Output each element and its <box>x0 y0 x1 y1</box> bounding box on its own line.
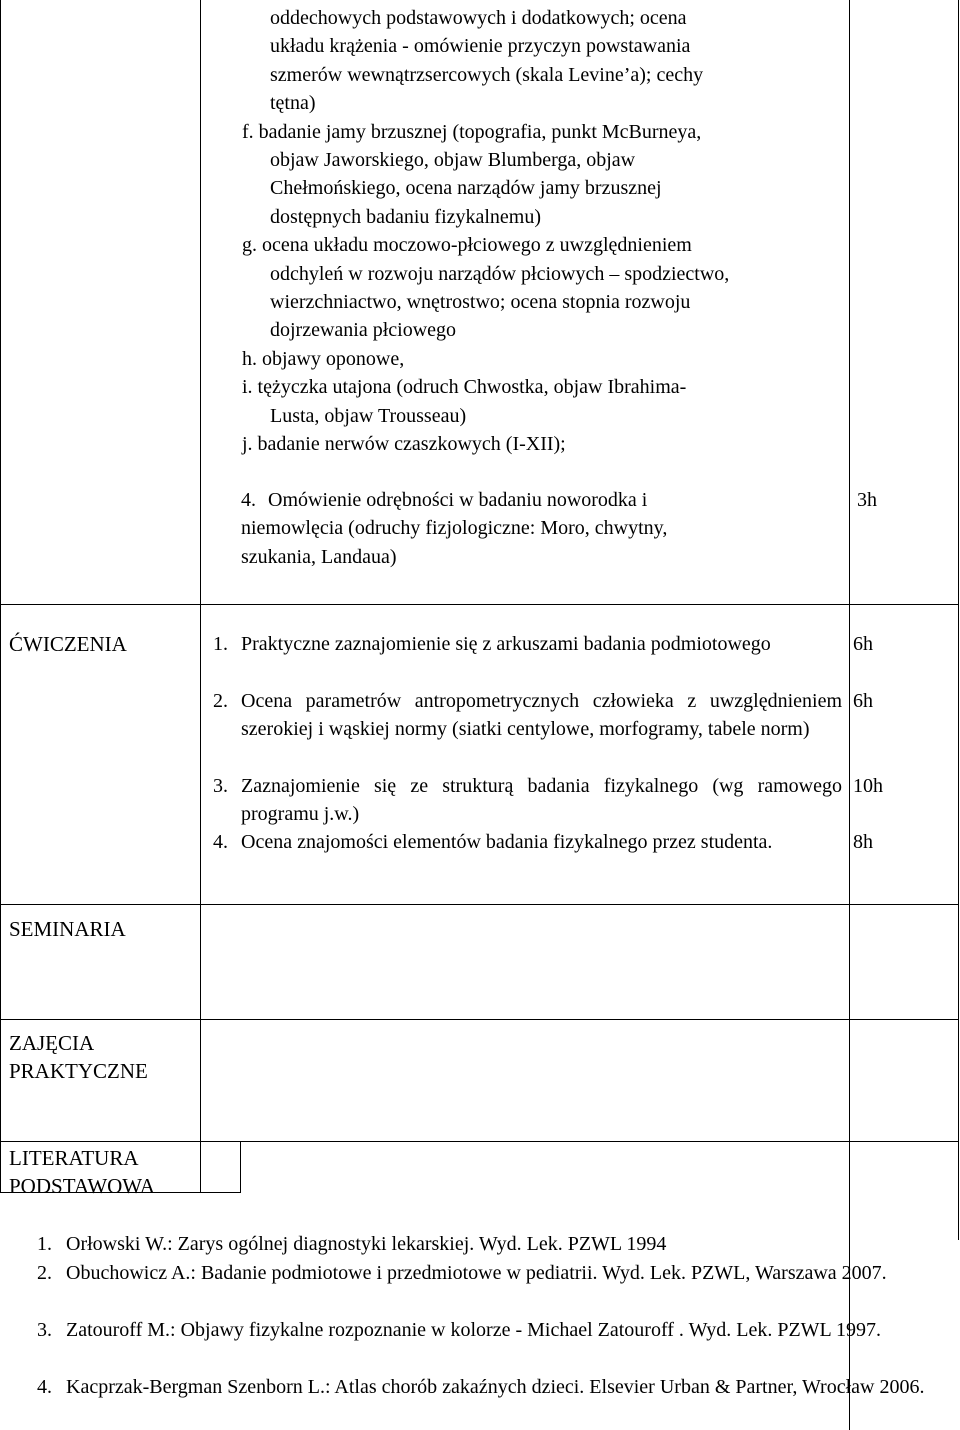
text-line: h. objawy oponowe, <box>242 347 405 370</box>
label-line: PRAKTYCZNE <box>9 1059 148 1084</box>
literatura-divider <box>240 1141 241 1192</box>
item4-hours: 3h <box>857 489 877 511</box>
text-line: dojrzewania płciowego <box>270 319 457 342</box>
item-text: Ocena parametrów antropometrycznych człowieka z uwzględnieniem szerokiej i wąskiej normy (siatki centylowe, morfogramy, tabele norm) <box>241 690 842 741</box>
label-line: PODSTAWOWA <box>9 1174 155 1199</box>
row-divider-1 <box>0 604 959 605</box>
column-divider-hours <box>849 0 850 1430</box>
literatura-podstawowa-label <box>9 1144 155 1201</box>
reference-1 <box>37 1230 937 1258</box>
text-line: szmerów wewnątrzsercowych (skala Levine’a); cechy <box>270 63 704 86</box>
text-line: dostępnych badaniu fizykalnemu) <box>270 205 542 228</box>
reference-2 <box>37 1259 937 1287</box>
item-text: Ocena znajomości elementów badania fizykalnego przez studenta. <box>241 831 773 853</box>
item-number: 4. <box>213 831 228 853</box>
text-line: szukania, Landaua) <box>241 545 397 568</box>
section1-items <box>242 118 842 459</box>
label-line: LITERATURA <box>9 1146 139 1170</box>
text-line: Chełmońskiego, ocena narządów jamy brzusznej <box>270 177 662 200</box>
cwiczenia-label: ĆWICZENIA <box>9 632 127 656</box>
item-text: Zaznajomienie się ze strukturą badania fizykalnego (wg ramowego programu j.w.) <box>241 775 842 826</box>
item4-number: 4. <box>241 489 256 511</box>
reference-4 <box>37 1373 937 1401</box>
cwiczenia-hours-4: 8h <box>853 831 873 853</box>
row-divider-3 <box>0 1019 959 1020</box>
text-line: Omówienie odrębności w badaniu noworodka i <box>268 489 648 511</box>
reference-text: Zatouroff M.: Objawy fizykalne rozpoznanie w kolorze - Michael Zatouroff . Wyd. Lek. PZWL 1997. <box>66 1319 882 1341</box>
cwiczenia-item-2 <box>213 687 842 744</box>
text-line: odchyleń w rozwoju narządów płciowych – spodziectwo, <box>270 262 730 285</box>
item4 <box>241 486 841 571</box>
reference-text: Kacprzak-Bergman Szenborn L.: Atlas chorób zakaźnych dzieci. Elsevier Urban & Partner, Wrocław 2006. <box>66 1376 925 1398</box>
text-line: i. tężyczka utajona (odruch Chwostka, objaw Ibrahima- <box>242 376 687 399</box>
cwiczenia-hours-1: 6h <box>853 633 873 655</box>
text-line: objaw Jaworskiego, objaw Blumberga, objaw <box>270 149 636 171</box>
zajecia-praktyczne-label <box>9 1029 148 1086</box>
reference-text: Obuchowicz A.: Badanie podmiotowe i przedmiotowe w pediatrii. Wyd. Lek. PZWL, Warszawa 2007. <box>66 1262 887 1284</box>
section1-continuation <box>270 4 842 118</box>
reference-text: Orłowski W.: Zarys ogólnej diagnostyki lekarskiej. Wyd. Lek. PZWL 1994 <box>66 1233 667 1255</box>
cwiczenia-hours-2: 6h <box>853 690 873 712</box>
item-number: 1. <box>213 633 228 655</box>
reference-number: 2. <box>37 1262 52 1284</box>
column-divider-label <box>200 0 201 1192</box>
text-line: wierzchniactwo, wnętrostwo; ocena stopnia rozwoju <box>270 291 691 314</box>
table-border-right <box>958 0 959 1240</box>
item-number: 3. <box>213 775 228 797</box>
cwiczenia-hours-3: 10h <box>853 775 883 797</box>
text-line: g. ocena układu moczowo-płciowego z uwzględnieniem <box>242 234 692 257</box>
text-line: niemowlęcia (odruchy fizjologiczne: Moro, chwytny, <box>241 517 668 540</box>
text-line: oddechowych podstawowych i dodatkowych; ocena <box>270 7 687 29</box>
reference-number: 4. <box>37 1376 52 1398</box>
cwiczenia-item-4 <box>213 828 842 856</box>
cwiczenia-item-1 <box>213 630 842 658</box>
reference-number: 3. <box>37 1319 52 1341</box>
row-divider-4 <box>0 1141 959 1142</box>
reference-number: 1. <box>37 1233 52 1255</box>
label-line: ZAJĘCIA <box>9 1031 95 1055</box>
text-line: f. badanie jamy brzusznej (topografia, punkt McBurneya, <box>242 120 702 143</box>
cwiczenia-item-3 <box>213 772 842 829</box>
item-text: Praktyczne zaznajomienie się z arkuszami badania podmiotowego <box>241 633 771 655</box>
text-line: układu krążenia - omówienie przyczyn powstawania <box>270 35 691 58</box>
text-line: Lusta, objaw Trousseau) <box>270 404 467 427</box>
reference-3 <box>37 1316 937 1344</box>
seminaria-label: SEMINARIA <box>9 917 126 941</box>
item-number: 2. <box>213 690 228 712</box>
text-line: j. badanie nerwów czaszkowych (I-XII); <box>242 433 566 456</box>
text-line: tętna) <box>270 92 316 115</box>
table-border-left <box>0 0 1 1192</box>
row-divider-2 <box>0 904 959 905</box>
